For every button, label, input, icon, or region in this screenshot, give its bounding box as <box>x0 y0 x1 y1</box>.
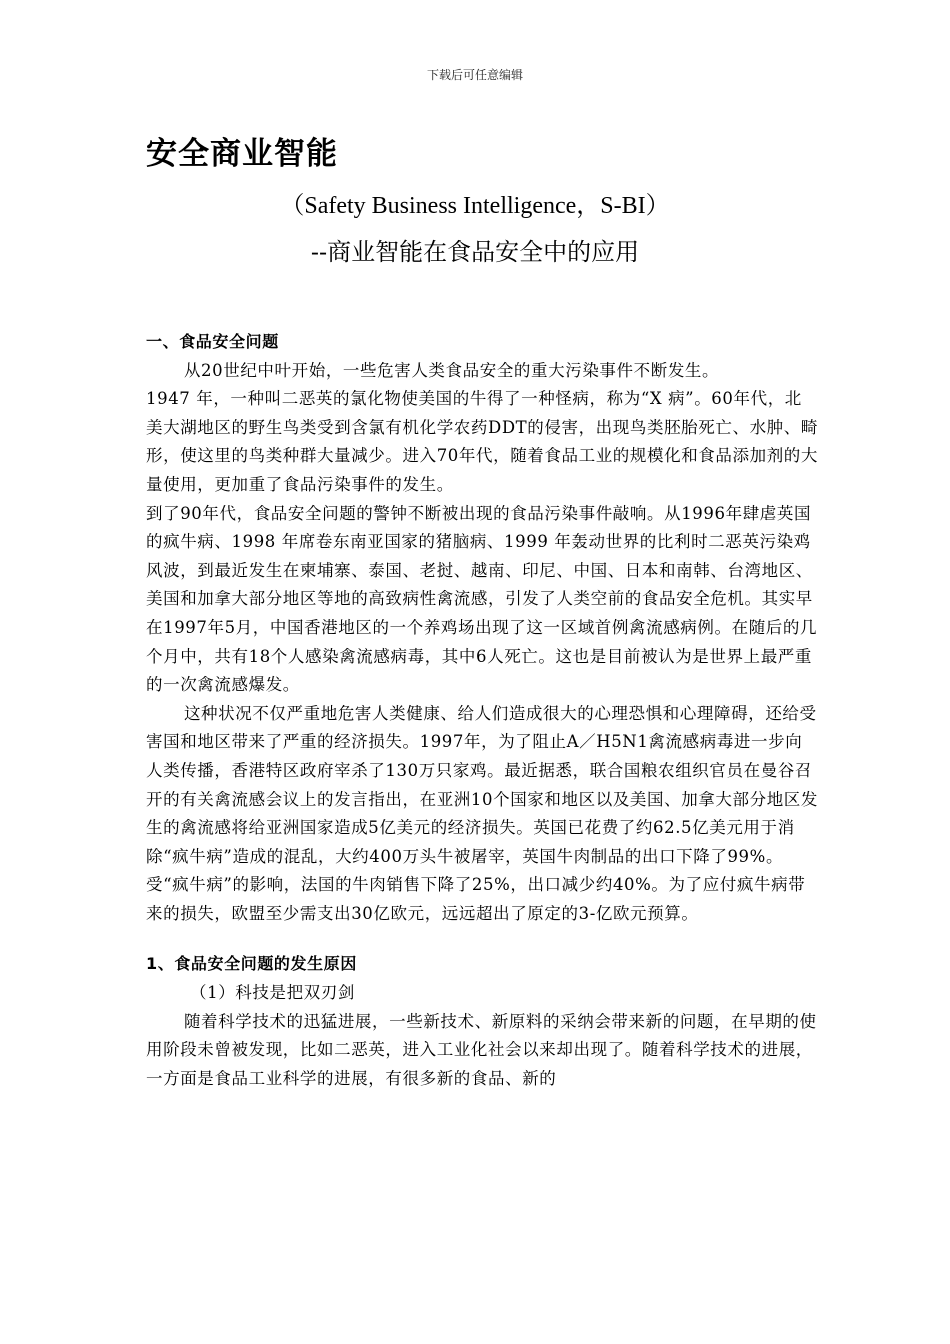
paragraph: 这种状况不仅严重地危害人类健康、给人们造成很大的心理恐惧和心理障碍，还给受害国和地区带来了严重的经济损失。1997年，为了阻止A／H5N1禽流感病毒进一步向人类传播，香港特区政府宰杀了130万只家鸡。最近据悉，联合国粮农组织官员在曼谷召开的有关禽流感会议上的发言指出，在亚洲10个国家和地区以及美国、加拿大部分地区发生的禽流感将给亚洲国家造成5亿美元的经济损失。英国已花费了约62.5亿美元用于消除“疯牛病”造成的混乱，大约400万头牛被屠宰，英国牛肉制品的出口下降了99%。受“疯牛病”的影响，法国的牛肉销售下降了25%，出口减少约40%。为了应付疯牛病带来的损失，欧盟至少需支出30亿欧元，远远超出了原定的3-亿欧元预算。 <box>146 703 818 923</box>
sub-heading: （1）科技是把双刃剑 <box>190 983 355 1003</box>
page-title: 安全商业智能 <box>146 136 338 172</box>
section-heading: 一、食品安全问题 <box>146 332 279 351</box>
paragraph: 随着科学技术的迅猛进展，一些新技术、新原料的采纳会带来新的问题，在早期的使用阶段未曾被发现，比如二恶英，进入工业化社会以来却出现了。随着科学技术的进展，一方面是食品工业科学的进展，有很多新的食品、新的 <box>146 1011 817 1088</box>
paragraph: 1947 年，一种叫二恶英的氯化物使美国的牛得了一种怪病，称为“X 病”。60年代，北美大湖地区的野生鸟类受到含氯有机化学农药DDT的侵害，出现鸟类胚胎死亡、水肿、畸形，使这里的鸟类种群大量减少。进入70年代，随着食品工业的规模化和食品添加剂的大量使用，更加重了食品污染事件的发生。 <box>146 389 818 494</box>
subtitle-english: （Safety Business Intelligence，S-BI） <box>280 193 670 219</box>
section-heading: 1、食品安全问题的发生原因 <box>146 954 357 974</box>
paragraph: 从20世纪中叶开始，一些危害人类食品安全的重大污染事件不断发生。 <box>183 360 720 380</box>
header-note: 下载后可任意编辑 <box>426 68 523 82</box>
subtitle-chinese: --商业智能在食品安全中的应用 <box>310 238 640 266</box>
paragraph: 到了90年代，食品安全问题的警钟不断被出现的食品污染事件敲响。从1996年肆虐英国的疯牛病、1998 年席卷东南亚国家的猪脑病、1999 年轰动世界的比利时二恶英污染鸡风波，到最近发生在柬埔寨、泰国、老挝、越南、印尼、中国、日本和南韩、台湾地区、美国和加拿大部分地区等地的高致病性禽流感，引发了人类空前的食品安全危机。其实早在1997年5月，中国香港地区的一个养鸡场出现了这一区域首例禽流感病例。在随后的几个月中，共有18个人感染禽流感病毒，其中6人死亡。这也是目前被认为是世界上最严重的一次禽流感爆发。 <box>146 503 818 695</box>
document-body <box>146 328 818 1093</box>
